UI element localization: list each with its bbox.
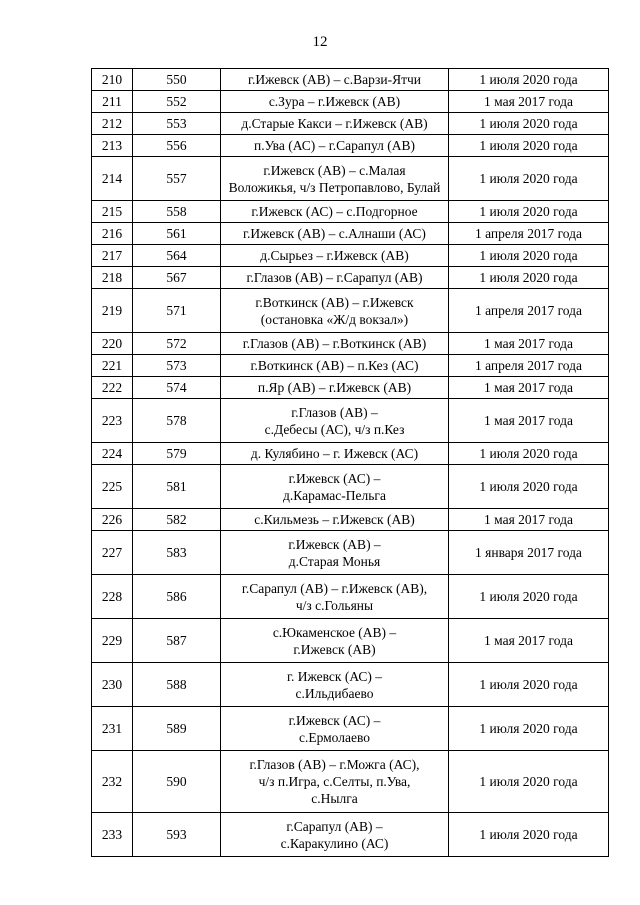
route-name-cell: г.Глазов (АВ) – с.Дебесы (АС), ч/з п.Кез <box>221 399 449 443</box>
route-number-cell: 588 <box>133 663 221 707</box>
row-number-cell: 211 <box>92 91 133 113</box>
start-date-cell: 1 мая 2017 года <box>449 619 609 663</box>
row-number-cell: 230 <box>92 663 133 707</box>
route-name-cell: г. Ижевск (АС) – с.Ильдибаево <box>221 663 449 707</box>
start-date-cell: 1 мая 2017 года <box>449 333 609 355</box>
table-row <box>92 245 609 267</box>
row-number-cell: 213 <box>92 135 133 157</box>
route-name-cell: г.Ижевск (АВ) – с.Малая Воложикья, ч/з Петропавлово, Булай <box>221 157 449 201</box>
route-name-cell: г.Глазов (АВ) – г.Можга (АС), ч/з п.Игра, с.Селты, п.Ува, с.Нылга <box>221 751 449 813</box>
route-name-cell: г.Ижевск (АВ) – д.Старая Монья <box>221 531 449 575</box>
route-name-cell: д. Кулябино – г. Ижевск (АС) <box>221 443 449 465</box>
route-name-cell: д.Старые Какси – г.Ижевск (АВ) <box>221 113 449 135</box>
route-number-cell: 567 <box>133 267 221 289</box>
start-date-cell: 1 мая 2017 года <box>449 91 609 113</box>
route-number-cell: 572 <box>133 333 221 355</box>
start-date-cell: 1 апреля 2017 года <box>449 289 609 333</box>
route-name-cell: г.Ижевск (АС) – с.Ермолаево <box>221 707 449 751</box>
route-number-cell: 558 <box>133 201 221 223</box>
row-number-cell: 225 <box>92 465 133 509</box>
route-name-cell: г.Воткинск (АВ) – п.Кез (АС) <box>221 355 449 377</box>
route-name-cell: с.Кильмезь – г.Ижевск (АВ) <box>221 509 449 531</box>
route-number-cell: 550 <box>133 69 221 91</box>
route-number-cell: 561 <box>133 223 221 245</box>
route-number-cell: 573 <box>133 355 221 377</box>
row-number-cell: 212 <box>92 113 133 135</box>
start-date-cell: 1 июля 2020 года <box>449 245 609 267</box>
table-row <box>92 223 609 245</box>
route-name-cell: г.Ижевск (АВ) – с.Алнаши (АС) <box>221 223 449 245</box>
row-number-cell: 218 <box>92 267 133 289</box>
start-date-cell: 1 июля 2020 года <box>449 443 609 465</box>
route-number-cell: 574 <box>133 377 221 399</box>
table-row <box>92 135 609 157</box>
route-number-cell: 553 <box>133 113 221 135</box>
route-name-cell: г.Ижевск (АВ) – с.Варзи-Ятчи <box>221 69 449 91</box>
route-name-cell: п.Ува (АС) – г.Сарапул (АВ) <box>221 135 449 157</box>
row-number-cell: 233 <box>92 813 133 857</box>
route-number-cell: 589 <box>133 707 221 751</box>
page-number: 12 <box>312 34 328 50</box>
row-number-cell: 224 <box>92 443 133 465</box>
start-date-cell: 1 апреля 2017 года <box>449 355 609 377</box>
start-date-cell: 1 апреля 2017 года <box>449 223 609 245</box>
row-number-cell: 210 <box>92 69 133 91</box>
row-number-cell: 219 <box>92 289 133 333</box>
table-row <box>92 531 609 575</box>
route-name-cell: г.Сарапул (АВ) – с.Каракулино (АС) <box>221 813 449 857</box>
start-date-cell: 1 июля 2020 года <box>449 663 609 707</box>
row-number-cell: 217 <box>92 245 133 267</box>
start-date-cell: 1 июля 2020 года <box>449 465 609 509</box>
routes-table <box>91 68 609 857</box>
route-number-cell: 587 <box>133 619 221 663</box>
table-row <box>92 465 609 509</box>
route-number-cell: 593 <box>133 813 221 857</box>
row-number-cell: 214 <box>92 157 133 201</box>
start-date-cell: 1 мая 2017 года <box>449 399 609 443</box>
route-name-cell: с.Юкаменское (АВ) – г.Ижевск (АВ) <box>221 619 449 663</box>
start-date-cell: 1 июля 2020 года <box>449 267 609 289</box>
route-name-cell: д.Сырьез – г.Ижевск (АВ) <box>221 245 449 267</box>
row-number-cell: 222 <box>92 377 133 399</box>
route-number-cell: 564 <box>133 245 221 267</box>
route-name-cell: г.Глазов (АВ) – г.Сарапул (АВ) <box>221 267 449 289</box>
route-number-cell: 581 <box>133 465 221 509</box>
row-number-cell: 215 <box>92 201 133 223</box>
route-name-cell: г.Ижевск (АС) – с.Подгорное <box>221 201 449 223</box>
row-number-cell: 229 <box>92 619 133 663</box>
table-row <box>92 201 609 223</box>
route-number-cell: 556 <box>133 135 221 157</box>
row-number-cell: 231 <box>92 707 133 751</box>
start-date-cell: 1 июля 2020 года <box>449 751 609 813</box>
route-number-cell: 583 <box>133 531 221 575</box>
route-number-cell: 571 <box>133 289 221 333</box>
route-number-cell: 578 <box>133 399 221 443</box>
route-number-cell: 586 <box>133 575 221 619</box>
table-row <box>92 399 609 443</box>
route-number-cell: 582 <box>133 509 221 531</box>
row-number-cell: 227 <box>92 531 133 575</box>
start-date-cell: 1 мая 2017 года <box>449 377 609 399</box>
table-row <box>92 157 609 201</box>
table-row <box>92 751 609 813</box>
table-row <box>92 333 609 355</box>
start-date-cell: 1 января 2017 года <box>449 531 609 575</box>
table-row <box>92 575 609 619</box>
table-row <box>92 813 609 857</box>
start-date-cell: 1 мая 2017 года <box>449 509 609 531</box>
route-number-cell: 579 <box>133 443 221 465</box>
table-row <box>92 289 609 333</box>
row-number-cell: 232 <box>92 751 133 813</box>
table-row <box>92 355 609 377</box>
route-name-cell: г.Глазов (АВ) – г.Воткинск (АВ) <box>221 333 449 355</box>
start-date-cell: 1 июля 2020 года <box>449 707 609 751</box>
table-row <box>92 619 609 663</box>
route-number-cell: 557 <box>133 157 221 201</box>
start-date-cell: 1 июля 2020 года <box>449 113 609 135</box>
table-row <box>92 267 609 289</box>
table-row <box>92 707 609 751</box>
route-number-cell: 590 <box>133 751 221 813</box>
row-number-cell: 221 <box>92 355 133 377</box>
start-date-cell: 1 июля 2020 года <box>449 201 609 223</box>
table-row <box>92 443 609 465</box>
table-row <box>92 69 609 91</box>
start-date-cell: 1 июля 2020 года <box>449 813 609 857</box>
row-number-cell: 216 <box>92 223 133 245</box>
table-row <box>92 663 609 707</box>
row-number-cell: 228 <box>92 575 133 619</box>
table-row <box>92 91 609 113</box>
table-row <box>92 509 609 531</box>
row-number-cell: 223 <box>92 399 133 443</box>
row-number-cell: 220 <box>92 333 133 355</box>
route-name-cell: п.Яр (АВ) – г.Ижевск (АВ) <box>221 377 449 399</box>
routes-table-body <box>92 69 609 857</box>
start-date-cell: 1 июля 2020 года <box>449 575 609 619</box>
table-row <box>92 113 609 135</box>
row-number-cell: 226 <box>92 509 133 531</box>
route-name-cell: с.Зура – г.Ижевск (АВ) <box>221 91 449 113</box>
route-name-cell: г.Сарапул (АВ) – г.Ижевск (АВ), ч/з с.Гольяны <box>221 575 449 619</box>
table-row <box>92 377 609 399</box>
route-number-cell: 552 <box>133 91 221 113</box>
start-date-cell: 1 июля 2020 года <box>449 69 609 91</box>
route-name-cell: г.Воткинск (АВ) – г.Ижевск (остановка «Ж/д вокзал») <box>221 289 449 333</box>
start-date-cell: 1 июля 2020 года <box>449 135 609 157</box>
start-date-cell: 1 июля 2020 года <box>449 157 609 201</box>
route-name-cell: г.Ижевск (АС) – д.Карамас-Пельга <box>221 465 449 509</box>
